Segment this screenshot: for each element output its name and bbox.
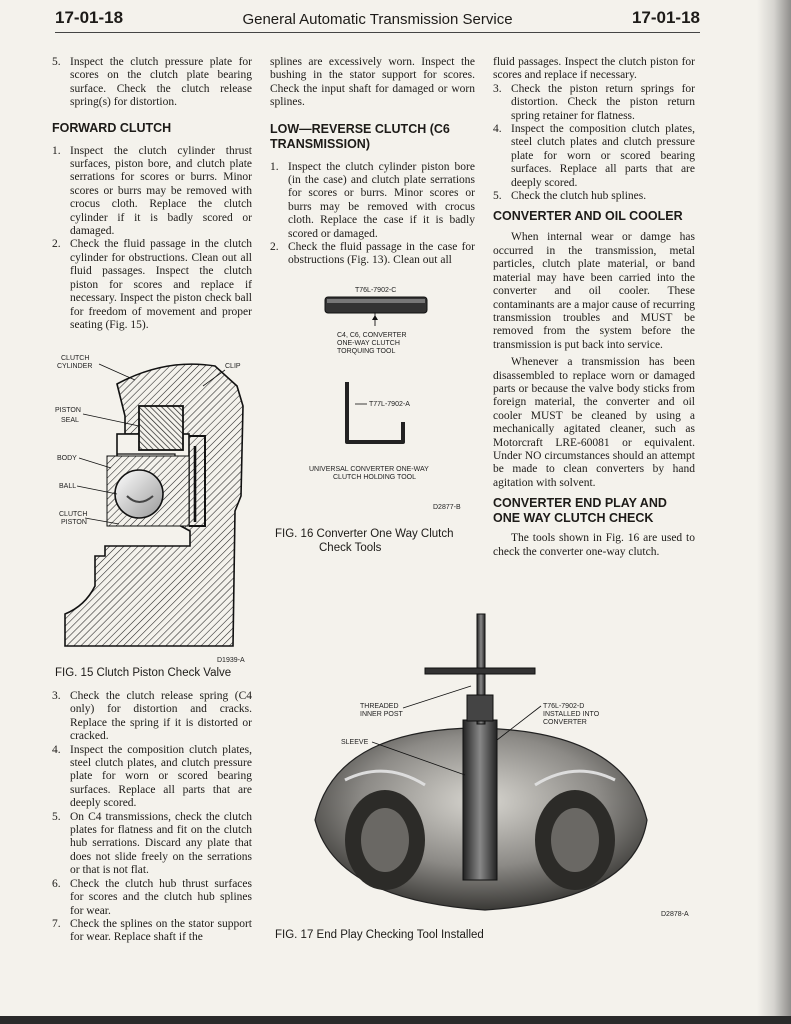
label-clip: CLIP xyxy=(225,363,241,370)
holding-tool-shape xyxy=(347,382,403,442)
label-tool1-desc-2: ONE-WAY CLUTCH xyxy=(337,340,400,347)
tool-handle-shape xyxy=(425,668,535,674)
list-item: 7. Check the splines on the stator support for wear. Replace shaft if the xyxy=(52,917,252,944)
check-ball-shape xyxy=(115,470,163,518)
fig17-code: D2878-A xyxy=(661,911,689,918)
list-item: 2. Check the fluid passage in the case for obstructions (Fig. 13). Clean out all xyxy=(270,241,475,267)
list-item: 3. Check the piston return springs for distortion. Check the piston return spring retainer for flatness. xyxy=(493,82,695,122)
label-installed-tool-2: INSTALLED INTO xyxy=(543,711,600,718)
list-item: 5. Inspect the clutch pressure plate for scores on the clutch plate bearing surface. Check the clutch release spring(s) for distortion. xyxy=(52,56,252,109)
label-tool1-desc-1: C4, C6, CONVERTER xyxy=(337,332,407,339)
list-item: 3. Check the clutch release spring (C4 only) for distortion and cracks. Replace the spring if it is distorted or cracked. xyxy=(52,690,252,743)
page-header xyxy=(55,8,700,30)
label-clutch-cylinder: CLUTCH xyxy=(61,355,90,362)
label-tool2-desc-2: CLUTCH HOLDING TOOL xyxy=(333,474,416,481)
list-item: 1. Inspect the clutch cylinder piston bore (in the case) and clutch plate serrations for scores or burrs. Minor scores or burrs may be removed with crocus cloth. Replace the case if it is badly scored or damaged. xyxy=(270,160,475,240)
heading-end-play: CONVERTER END PLAY AND ONE WAY CLUTCH CHECK xyxy=(493,496,667,526)
paragraph: The tools shown in Fig. 16 are used to check the converter one-way clutch. xyxy=(493,532,695,558)
label-ball: BALL xyxy=(59,483,77,490)
fig16-code: D2877-B xyxy=(433,504,461,511)
list-item: 1. Inspect the clutch cylinder thrust surfaces, piston bore, and clutch plate serrations for scores or burrs. Minor scores or burrs may be removed with crocus cloth. Replace the clutch cylinder if it is badly scored or damaged. xyxy=(52,144,252,238)
label-clutch-piston-2: PISTON xyxy=(61,519,87,526)
page-number-right: 17-01-18 xyxy=(631,8,700,27)
page-edge-shadow xyxy=(757,0,791,1024)
label-piston-seal-2: SEAL xyxy=(61,417,79,424)
list-item: 4. Inspect the composition clutch plates, steel clutch plates, and clutch pressure plate for worn or scored bearing surfaces. Replace all parts that are deeply scored. xyxy=(52,743,252,810)
list-forward-clutch xyxy=(52,145,252,333)
label-body: BODY xyxy=(57,455,77,462)
fig17-caption: FIG. 17 End Play Checking Tool Installed xyxy=(275,929,484,941)
list-item: 4. Inspect the composition clutch plates, steel clutch plates and clutch pressure plate for worn or scored bearing surfaces. Replace all parts that are deeply scored. xyxy=(493,123,695,189)
list-item: 5. Check the clutch hub splines. xyxy=(493,190,647,203)
fig15-code: D1939-A xyxy=(217,657,245,664)
column-left-top xyxy=(52,56,252,332)
label-tool1-desc-3: TORQUING TOOL xyxy=(337,348,396,355)
page-title: General Automatic Transmission Service xyxy=(242,11,513,28)
continued-text: splines are excessively worn. Inspect the bushing in the stator support for scores. Check the input shaft for damaged or worn splines. xyxy=(270,56,475,109)
label-clutch-cylinder-2: CYLINDER xyxy=(57,363,93,370)
label-installed-tool-3: CONVERTER xyxy=(543,719,587,726)
fig16-caption: FIG. 16 Converter One Way Clutch Check Tools xyxy=(275,528,454,554)
sleeve-shape xyxy=(463,720,497,880)
column-middle xyxy=(270,56,475,268)
list-low-reverse-clutch xyxy=(270,161,475,268)
paragraph: Whenever a transmission has been disassembled to replace worn or damaged parts or because the valve body sticks from foreign material, the converter and oil cooler MUST be cleaned by using a mechanically agitated cleaner, such as Motorcraft LRE-60081 or equivalent. Under NO circumstances should an attempt be made to clean converters by hand agitation with solvent. xyxy=(493,356,695,489)
page-number-left: 17-01-18 xyxy=(55,8,124,27)
label-tool2-part: T77L-7902-A xyxy=(369,401,410,408)
list-item: 6. Check the clutch hub thrust surfaces for scores and the clutch hub splines for wear. xyxy=(52,877,252,917)
heading-forward-clutch: FORWARD CLUTCH xyxy=(52,120,172,135)
list-item: 2. Check the fluid passage in the clutch cylinder for obstructions. Clean out all fluid passages. Inspect the clutch piston for scores and replace if necessary. Inspect the piston check ball for freedom of movement and proper seating (Fig. 15). xyxy=(52,238,252,331)
piston-seal-shape xyxy=(139,406,183,450)
label-sleeve: SLEEVE xyxy=(341,739,369,746)
scan-bottom-edge xyxy=(0,1016,791,1024)
heading-low-reverse-clutch: LOW—REVERSE CLUTCH (C6 TRANSMISSION) xyxy=(270,121,450,151)
header-rule xyxy=(55,32,700,33)
continued-text: fluid passages. Inspect the clutch piston for scores and replace if necessary. xyxy=(493,56,695,82)
list-forward-clutch-continued xyxy=(52,690,252,945)
list-item: 5. On C4 transmissions, check the clutch plates for flatness and fit on the clutch hub serrations. Discard any plate that does not slide freely on the serrations or that is not flat. xyxy=(52,810,252,877)
list-pressure-plate xyxy=(52,56,252,110)
fig16-diagram xyxy=(275,282,475,522)
label-tool1-part: T76L-7902-C xyxy=(355,287,397,294)
label-clutch-piston: CLUTCH xyxy=(59,511,88,518)
label-tool2-desc-1: UNIVERSAL CONVERTER ONE-WAY xyxy=(309,466,429,473)
label-installed-tool: T76L-7902-D xyxy=(543,703,585,710)
label-threaded-inner-post-2: INNER POST xyxy=(360,711,403,718)
paragraph: When internal wear or damge has occurred in the transmission, metal particles, clutch plate material, or band material may have been carried into the converter and oil cooler. These contaminants are a major cause of recurring transmission troubles and MUST be removed from the system before the transmission is put back into service. xyxy=(493,231,695,351)
heading-converter-oil-cooler: CONVERTER AND OIL COOLER xyxy=(493,209,683,224)
fig15-caption: FIG. 15 Clutch Piston Check Valve xyxy=(55,667,232,679)
fig17-photo xyxy=(275,610,705,930)
column-right xyxy=(493,56,695,563)
list-low-reverse-continued xyxy=(493,83,695,204)
label-threaded-inner-post: THREADED xyxy=(360,703,399,710)
fig15-diagram xyxy=(55,346,255,666)
label-piston-seal: PISTON xyxy=(55,407,81,414)
column-left-bottom xyxy=(52,690,252,945)
